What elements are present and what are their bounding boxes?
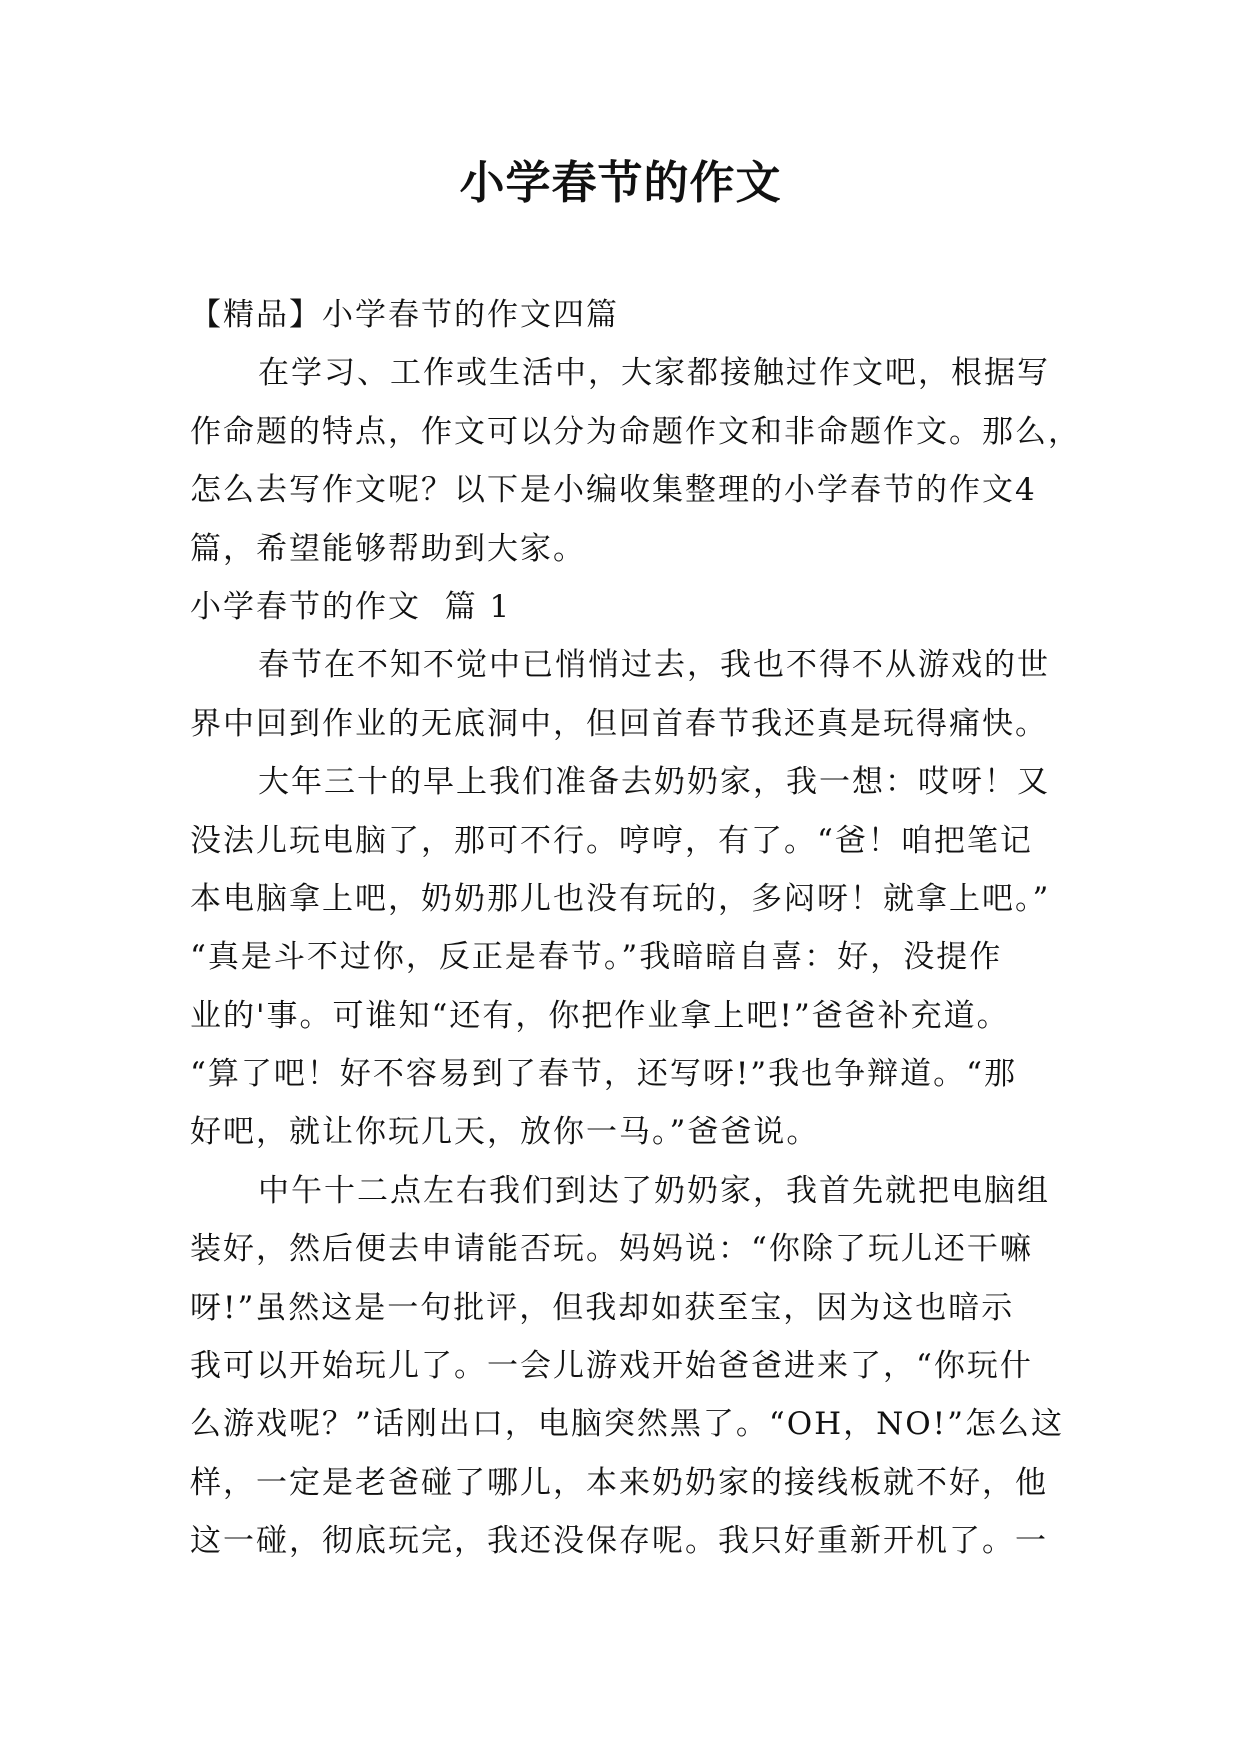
paragraph-line: 呀!”虽然这是一句批评，但我却如获至宝，因为这也暗示 <box>190 1289 1015 1326</box>
paragraph-line: 作命题的特点，作文可以分为命题作文和非命题作文。那么， <box>190 413 1081 450</box>
body-paragraph <box>190 636 1070 753</box>
paragraph-line: 样，一定是老爸碰了哪儿，本来奶奶家的接线板就不好，他 <box>190 1464 1048 1501</box>
paragraph-line: 中午十二点左右我们到达了奶奶家，我首先就把电脑组 <box>258 1172 1050 1209</box>
document-subtitle: 【精品】小学春节的作文四篇 <box>190 297 619 333</box>
document-title: 小学春节的作文 <box>459 156 782 209</box>
paragraph-line: 怎么去写作文呢？以下是小编收集整理的小学春节的作文4 <box>190 472 1037 509</box>
intro-paragraph <box>190 344 1081 578</box>
section-heading: 小学春节的作文 篇 1 <box>190 588 512 625</box>
paragraph-line: 没法儿玩电脑了，那可不行。哼哼，有了。“爸！咱把笔记 <box>190 822 1033 859</box>
paragraph-line: 我可以开始玩儿了。一会儿游戏开始爸爸进来了，“你玩什 <box>190 1348 1033 1385</box>
body-paragraph <box>190 1162 1070 1571</box>
paragraph-line: 界中回到作业的无底洞中，但回首春节我还真是玩得痛快。 <box>190 705 1048 742</box>
paragraph-line: 好吧，就让你玩几天，放你一马。”爸爸说。 <box>190 1114 820 1151</box>
paragraph-line: 装好，然后便去申请能否玩。妈妈说：“你除了玩儿还干嘛 <box>190 1231 1033 1268</box>
paragraph-line: 篇，希望能够帮助到大家。 <box>190 530 586 567</box>
paragraph-line: “真是斗不过你，反正是春节。”我暗暗自喜：好，没提作 <box>190 939 1003 976</box>
body-paragraph <box>190 753 1070 1162</box>
document-body <box>190 286 1081 1571</box>
paragraph-line: 这一碰，彻底玩完，我还没保存呢。我只好重新开机了。一 <box>190 1523 1048 1560</box>
paragraph-line: 业的'事。可谁知“还有，你把作业拿上吧!”爸爸补充道。 <box>190 997 1010 1034</box>
paragraph-line: 大年三十的早上我们准备去奶奶家，我一想：哎呀！又 <box>258 764 1050 801</box>
paragraph-line: 春节在不知不觉中已悄悄过去，我也不得不从游戏的世 <box>258 647 1050 684</box>
paragraph-line: 么游戏呢？”话刚出口，电脑突然黑了。“OH，NO!”怎么这 <box>190 1406 1064 1443</box>
paragraph-line: 在学习、工作或生活中，大家都接触过作文吧，根据写 <box>258 355 1050 392</box>
paragraph-line: 本电脑拿上吧，奶奶那儿也没有玩的，多闷呀！就拿上吧。” <box>190 880 1051 917</box>
paragraph-line: “算了吧！好不容易到了春节，还写呀!”我也争辩道。“那 <box>190 1056 1017 1093</box>
